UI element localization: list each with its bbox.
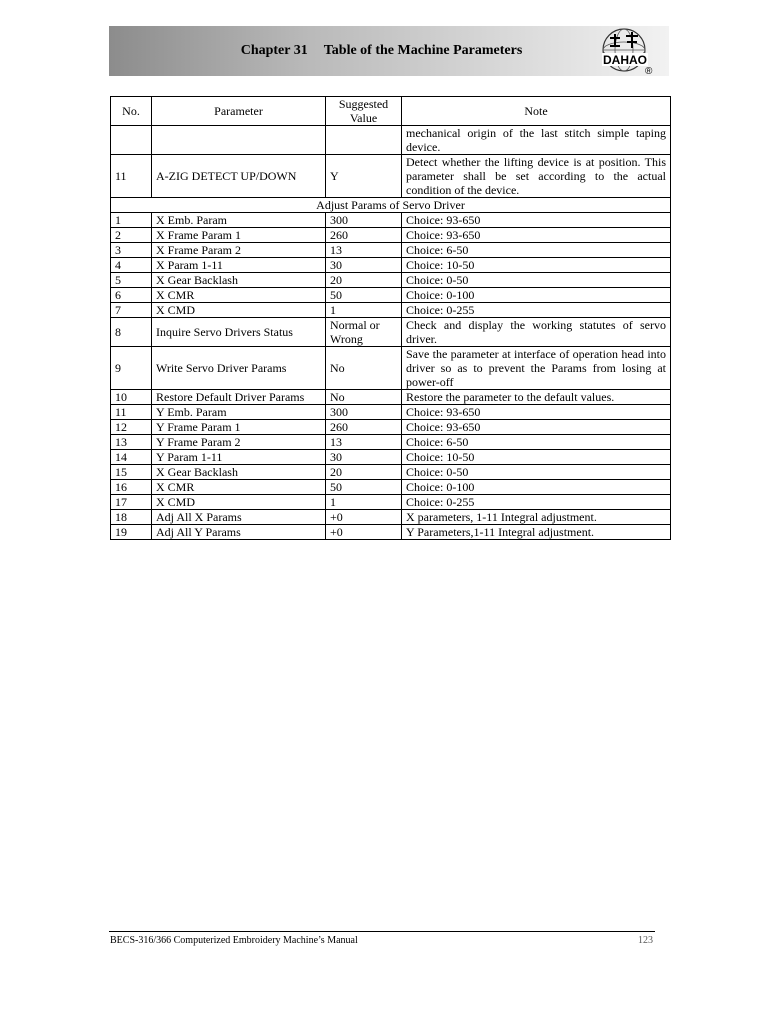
cell-parameter: X CMR bbox=[152, 480, 326, 495]
footer-manual-title: BECS-316/366 Computerized Embroidery Machine’s Manual bbox=[110, 935, 358, 946]
column-header-note: Note bbox=[402, 97, 671, 126]
cell-parameter: Y Param 1-11 bbox=[152, 450, 326, 465]
column-header-suggested-value: Suggested Value bbox=[326, 97, 402, 126]
cell-note: Choice: 0-50 bbox=[402, 465, 671, 480]
table-row bbox=[111, 347, 671, 390]
section-row bbox=[111, 198, 671, 213]
table-row bbox=[111, 450, 671, 465]
table-row bbox=[111, 420, 671, 435]
logo-text: DAHAO bbox=[603, 53, 647, 67]
cell-note: Choice: 93-650 bbox=[402, 213, 671, 228]
cell-value: 50 bbox=[326, 288, 402, 303]
cell-no: 12 bbox=[111, 420, 152, 435]
table-row bbox=[111, 273, 671, 288]
cell-parameter bbox=[152, 126, 326, 155]
cell-note: Choice: 6-50 bbox=[402, 435, 671, 450]
cell-value: 30 bbox=[326, 258, 402, 273]
cell-value: 260 bbox=[326, 420, 402, 435]
table-row bbox=[111, 435, 671, 450]
cell-no bbox=[111, 126, 152, 155]
cell-value: 300 bbox=[326, 213, 402, 228]
cell-note: Choice: 93-650 bbox=[402, 420, 671, 435]
cell-no: 6 bbox=[111, 288, 152, 303]
servo-params-rows bbox=[111, 213, 671, 540]
cell-parameter: X Frame Param 1 bbox=[152, 228, 326, 243]
cell-no: 18 bbox=[111, 510, 152, 525]
cell-parameter: X Gear Backlash bbox=[152, 465, 326, 480]
cell-note: Choice: 0-100 bbox=[402, 288, 671, 303]
cell-note: Choice: 0-255 bbox=[402, 495, 671, 510]
cell-value: 30 bbox=[326, 450, 402, 465]
cell-parameter: Adj All X Params bbox=[152, 510, 326, 525]
page-header bbox=[109, 26, 669, 76]
cell-note: Restore the parameter to the default values. bbox=[402, 390, 671, 405]
cell-value: 300 bbox=[326, 405, 402, 420]
cell-no: 8 bbox=[111, 318, 152, 347]
table-row bbox=[111, 525, 671, 540]
cell-no: 11 bbox=[111, 155, 152, 198]
cell-note: Choice: 10-50 bbox=[402, 258, 671, 273]
table-row bbox=[111, 510, 671, 525]
cell-value: Normal or Wrong bbox=[326, 318, 402, 347]
cell-no: 14 bbox=[111, 450, 152, 465]
footer-divider bbox=[109, 931, 655, 932]
cell-parameter: Adj All Y Params bbox=[152, 525, 326, 540]
table-row bbox=[111, 480, 671, 495]
cell-no: 19 bbox=[111, 525, 152, 540]
cell-no: 17 bbox=[111, 495, 152, 510]
cell-value: 20 bbox=[326, 273, 402, 288]
table-header-row bbox=[111, 97, 671, 126]
cell-note: Choice: 0-255 bbox=[402, 303, 671, 318]
cell-value bbox=[326, 126, 402, 155]
table-row bbox=[111, 390, 671, 405]
cell-note: mechanical origin of the last stitch simple taping device. bbox=[402, 126, 671, 155]
cell-no: 5 bbox=[111, 273, 152, 288]
cell-note: Choice: 0-100 bbox=[402, 480, 671, 495]
registered-mark: ® bbox=[645, 66, 653, 77]
cell-value: 13 bbox=[326, 243, 402, 258]
cell-note: Choice: 93-650 bbox=[402, 405, 671, 420]
page-number: 123 bbox=[638, 935, 653, 946]
cell-value: No bbox=[326, 347, 402, 390]
cell-parameter: Y Emb. Param bbox=[152, 405, 326, 420]
cell-value: 50 bbox=[326, 480, 402, 495]
cell-value: +0 bbox=[326, 525, 402, 540]
cell-no: 7 bbox=[111, 303, 152, 318]
cell-note: Detect whether the lifting device is at position. This parameter shall be set according to the actual condition of the device. bbox=[402, 155, 671, 198]
cell-no: 3 bbox=[111, 243, 152, 258]
parameters-table bbox=[110, 96, 671, 540]
table-row bbox=[111, 495, 671, 510]
cell-note: Choice: 10-50 bbox=[402, 450, 671, 465]
table-row bbox=[111, 303, 671, 318]
cell-no: 15 bbox=[111, 465, 152, 480]
cell-value: 20 bbox=[326, 465, 402, 480]
cell-parameter: A-ZIG DETECT UP/DOWN bbox=[152, 155, 326, 198]
table-row bbox=[111, 213, 671, 228]
table-row bbox=[111, 126, 671, 155]
page-title bbox=[109, 26, 654, 76]
cell-parameter: X CMD bbox=[152, 495, 326, 510]
column-header-no: No. bbox=[111, 97, 152, 126]
cell-parameter: Y Frame Param 1 bbox=[152, 420, 326, 435]
cell-parameter: X CMR bbox=[152, 288, 326, 303]
cell-parameter: Y Frame Param 2 bbox=[152, 435, 326, 450]
table-row bbox=[111, 288, 671, 303]
cell-note: Save the parameter at interface of operation head into driver so as to prevent the Params from losing at power-off bbox=[402, 347, 671, 390]
cell-no: 9 bbox=[111, 347, 152, 390]
cell-no: 2 bbox=[111, 228, 152, 243]
cell-note: Check and display the working statutes of servo driver. bbox=[402, 318, 671, 347]
cell-note: Choice: 93-650 bbox=[402, 228, 671, 243]
cell-no: 13 bbox=[111, 435, 152, 450]
table-row bbox=[111, 465, 671, 480]
table-row bbox=[111, 243, 671, 258]
cell-parameter: X Emb. Param bbox=[152, 213, 326, 228]
cell-note: Choice: 6-50 bbox=[402, 243, 671, 258]
column-header-parameter: Parameter bbox=[152, 97, 326, 126]
chapter-title: Table of the Machine Parameters bbox=[323, 43, 523, 58]
cell-no: 16 bbox=[111, 480, 152, 495]
cell-parameter: X Gear Backlash bbox=[152, 273, 326, 288]
cell-parameter: X CMD bbox=[152, 303, 326, 318]
cell-parameter: X Frame Param 2 bbox=[152, 243, 326, 258]
cell-no: 10 bbox=[111, 390, 152, 405]
cell-value: 1 bbox=[326, 303, 402, 318]
cell-value: +0 bbox=[326, 510, 402, 525]
cell-value: No bbox=[326, 390, 402, 405]
cell-no: 1 bbox=[111, 213, 152, 228]
cell-value: 260 bbox=[326, 228, 402, 243]
cell-parameter: X Param 1-11 bbox=[152, 258, 326, 273]
section-title: Adjust Params of Servo Driver bbox=[111, 198, 671, 213]
table-row bbox=[111, 228, 671, 243]
table-row bbox=[111, 155, 671, 198]
cell-value: 13 bbox=[326, 435, 402, 450]
cell-note: Choice: 0-50 bbox=[402, 273, 671, 288]
cell-note: Y Parameters,1-11 Integral adjustment. bbox=[402, 525, 671, 540]
chapter-label: Chapter 31 bbox=[240, 43, 308, 58]
cell-parameter: Restore Default Driver Params bbox=[152, 390, 326, 405]
cell-value: 1 bbox=[326, 495, 402, 510]
cell-note: X parameters, 1-11 Integral adjustment. bbox=[402, 510, 671, 525]
table-row bbox=[111, 258, 671, 273]
table-row bbox=[111, 318, 671, 347]
cell-value: Y bbox=[326, 155, 402, 198]
table-row bbox=[111, 405, 671, 420]
cell-parameter: Write Servo Driver Params bbox=[152, 347, 326, 390]
cell-parameter: Inquire Servo Drivers Status bbox=[152, 318, 326, 347]
cell-no: 11 bbox=[111, 405, 152, 420]
cell-no: 4 bbox=[111, 258, 152, 273]
